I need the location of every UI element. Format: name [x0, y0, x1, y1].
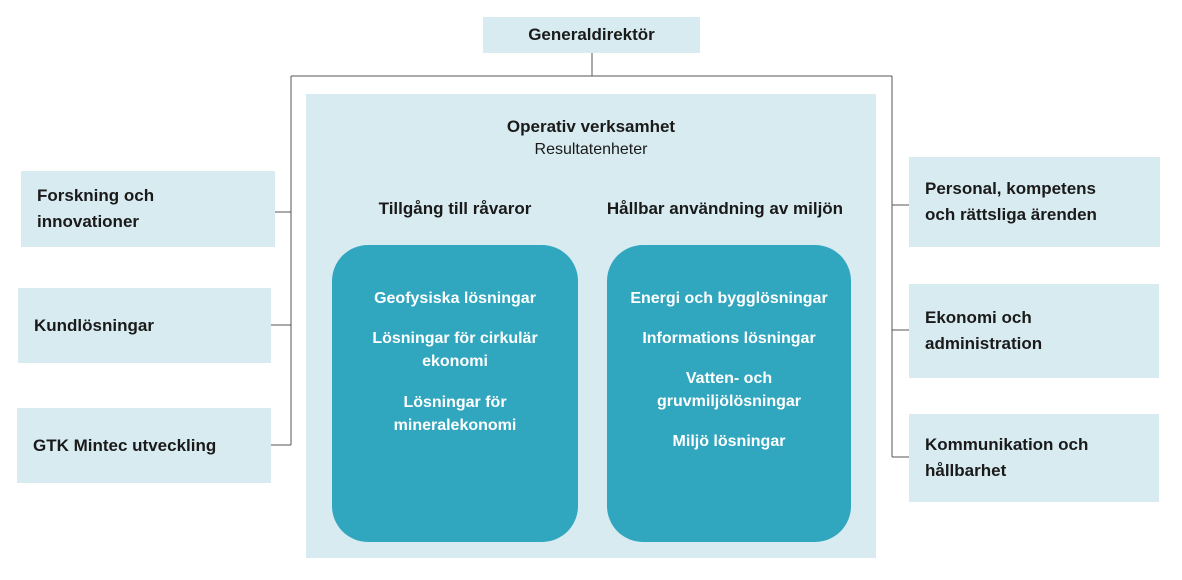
unit-box-customer [18, 288, 271, 363]
director-box [483, 17, 700, 53]
unit-box-economy [909, 284, 1159, 378]
panel-environment [607, 245, 851, 542]
operations-subtitle: Resultatenheter [534, 141, 648, 158]
unit-box-personnel [909, 157, 1160, 247]
operations-title: Operativ verksamhet [506, 117, 676, 136]
column-heading-raw-materials: Tillgång till råvaror [378, 199, 532, 218]
unit-label: Kundlösningar [34, 315, 154, 335]
panel-item: Vatten- och gruvmiljölösningar [656, 370, 801, 410]
unit-label: GTK Mintec utveckling [33, 435, 217, 455]
column-heading-environment: Hållbar användning av miljön [606, 199, 844, 218]
unit-box-mintec [17, 408, 271, 483]
unit-label: Kommunikation och hållbarhet [925, 435, 1089, 480]
panel-item: Energi och bygglösningar [630, 290, 828, 307]
panel-item: Miljö lösningar [672, 433, 786, 450]
unit-box-research [21, 171, 275, 247]
director-label: Generaldirektör [528, 25, 655, 44]
panel-item: Informations lösningar [642, 330, 816, 347]
unit-box-communication [909, 414, 1159, 502]
panel-raw-materials [332, 245, 578, 542]
panel-item: Lösningar för cirkulär ekonomi [372, 330, 538, 370]
panel-item: Geofysiska lösningar [374, 290, 536, 307]
unit-label: Personal, kompetens och rättsliga ärenden [925, 179, 1097, 224]
unit-label: Ekonomi och administration [925, 308, 1043, 353]
unit-label: Forskning och innovationer [37, 186, 155, 231]
panel-item: Lösningar för mineralekonomi [393, 394, 517, 434]
